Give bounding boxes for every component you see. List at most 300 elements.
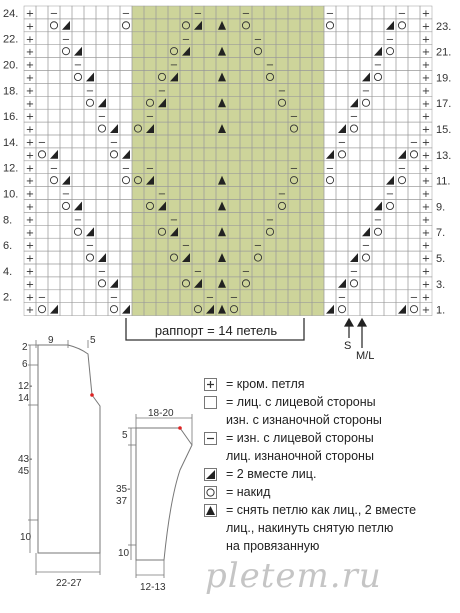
chart-cell (108, 303, 120, 316)
chart-cell (72, 19, 84, 32)
row-label-even: 16. (3, 111, 19, 124)
edge-stitch-symbol: + (25, 111, 35, 123)
chart-cell (348, 161, 360, 174)
edge-stitch-symbol: + (421, 201, 431, 213)
chart-cell (396, 212, 408, 225)
purl-symbol: − (289, 163, 299, 175)
chart-cell (372, 19, 384, 32)
purl-symbol: − (145, 163, 155, 175)
row-label-odd: 15. (436, 124, 452, 136)
legend-item (204, 538, 454, 554)
edge-stitch-symbol: + (25, 214, 35, 226)
purl-symbol: − (73, 214, 83, 226)
chart-cell (372, 290, 384, 303)
row-label-odd: 11. (436, 175, 451, 188)
chart-cell (96, 148, 108, 161)
row-label-even: 6. (3, 240, 13, 253)
chart-cell (84, 148, 96, 161)
chart-cell (396, 187, 408, 200)
legend-text: изн. с изнаночной стороны (226, 413, 382, 427)
chart-cell (48, 290, 60, 303)
row-label-odd: 21. (436, 46, 452, 59)
chart-cell (372, 148, 384, 161)
chart-cell (60, 19, 72, 32)
chart-cell (96, 135, 108, 148)
size-s-label: S (344, 340, 352, 352)
chart-cell (36, 71, 48, 84)
chart-cell (384, 83, 396, 96)
chart-cell (108, 212, 120, 225)
chart-cell (60, 58, 72, 71)
chart-cell (360, 45, 372, 58)
chart-cell (324, 45, 336, 58)
chart-cell (96, 187, 108, 200)
chart-cell (324, 290, 336, 303)
chart-cell (396, 290, 408, 303)
chart-cell (72, 83, 84, 96)
k2tog-symbol (362, 227, 370, 236)
purl-symbol: − (97, 111, 107, 123)
legend-text: на провязанную (226, 539, 320, 553)
yarn-over-symbol (362, 254, 369, 261)
yarn-over-symbol (326, 177, 333, 184)
chart-cell (372, 71, 384, 84)
chart-cell (36, 200, 48, 213)
chart-cell (348, 32, 360, 45)
chart-cell (108, 264, 120, 277)
purl-symbol: − (337, 292, 347, 304)
chart-cell (384, 290, 396, 303)
yarn-over-symbol (122, 177, 129, 184)
purl-symbol: − (169, 214, 179, 226)
chart-cell (360, 187, 372, 200)
chart-cell (120, 264, 132, 277)
chart-cell (408, 161, 420, 174)
yarn-over-symbol (62, 202, 69, 209)
edge-stitch-symbol: + (25, 227, 35, 239)
k2tog-symbol (386, 176, 394, 185)
row-label-even: 20. (3, 59, 19, 72)
edge-stitch-symbol: + (25, 98, 35, 110)
chart-cell (336, 264, 348, 277)
chart-cell (348, 83, 360, 96)
chart-cell (120, 290, 132, 303)
purl-symbol: − (409, 292, 419, 304)
chart-cell (372, 277, 384, 290)
chart-cell (120, 187, 132, 200)
chart-cell (120, 135, 132, 148)
chart-cell (396, 148, 408, 161)
chart-cell (408, 251, 420, 264)
chart-cell (384, 71, 396, 84)
chart-cell (72, 303, 84, 316)
chart-cell (324, 83, 336, 96)
chart-cell (36, 225, 48, 238)
chart-cell (48, 135, 60, 148)
chart-cell (72, 225, 84, 238)
k2tog-symbol (50, 305, 58, 314)
chart-cell (108, 148, 120, 161)
chart-cell (36, 109, 48, 122)
purl-symbol: − (385, 189, 395, 201)
chart-cell (60, 161, 72, 174)
row-label-even: 2. (3, 291, 13, 304)
plus-box-icon (204, 378, 217, 391)
chart-cell (384, 58, 396, 71)
legend-item (204, 502, 454, 518)
chart-cell (336, 251, 348, 264)
purl-symbol: − (337, 137, 347, 149)
chart-cell (324, 32, 336, 45)
edge-stitch-symbol: + (421, 279, 431, 291)
chart-cell (84, 71, 96, 84)
chart-cell (60, 109, 72, 122)
yarn-over-symbol (398, 22, 405, 29)
row-label-even: 14. (3, 136, 19, 149)
chart-cell (48, 148, 60, 161)
k2tog-symbol (86, 73, 94, 82)
chart-cell (360, 251, 372, 264)
chart-cell (108, 200, 120, 213)
edge-stitch-symbol: + (25, 176, 35, 188)
chart-cell (96, 238, 108, 251)
k2tog-symbol (386, 21, 394, 30)
edge-stitch-symbol: + (25, 85, 35, 97)
edge-stitch-symbol: + (421, 47, 431, 59)
chart-cell (384, 251, 396, 264)
chart-cell (372, 96, 384, 109)
front-armhole-l2: 14 (18, 393, 30, 404)
chart-cell (84, 251, 96, 264)
chart-cell (324, 148, 336, 161)
chart-cell (336, 83, 348, 96)
chart-cell (108, 32, 120, 45)
yarn-over-symbol (50, 177, 57, 184)
purl-symbol: − (277, 189, 287, 201)
edge-stitch-symbol: + (421, 60, 431, 72)
k2tog-symbol (98, 253, 106, 262)
chart-cell (48, 264, 60, 277)
yarn-over-symbol (374, 228, 381, 235)
chart-cell (120, 225, 132, 238)
yarn-over-symbol (98, 280, 105, 287)
chart-cell (324, 225, 336, 238)
edge-stitch-symbol: + (25, 266, 35, 278)
chart-cell (372, 251, 384, 264)
chart-cell (108, 58, 120, 71)
chart-cell (336, 303, 348, 316)
chart-cell (396, 238, 408, 251)
chart-cell (336, 187, 348, 200)
yarn-over-symbol (110, 151, 117, 158)
edge-stitch-symbol: + (421, 266, 431, 278)
purl-symbol: − (229, 292, 239, 304)
edge-stitch-symbol: + (421, 21, 431, 33)
edge-stitch-symbol: + (421, 227, 431, 239)
chart-cell (360, 122, 372, 135)
chart-cell (72, 290, 84, 303)
legend (204, 376, 454, 556)
chart-cell (372, 161, 384, 174)
chart-cell (60, 264, 72, 277)
row-label-odd: 5. (436, 253, 446, 265)
chart-cell (384, 6, 396, 19)
purl-symbol: − (385, 34, 395, 46)
yarn-over-symbol (386, 48, 393, 55)
edge-stitch-symbol: + (421, 189, 431, 201)
chart-cell (72, 135, 84, 148)
purl-symbol: − (409, 137, 419, 149)
chart-cell (48, 45, 60, 58)
purl-symbol: − (121, 8, 131, 20)
row-label-even: 8. (3, 214, 13, 227)
chart-cell (348, 303, 360, 316)
chart-cell (348, 58, 360, 71)
chart-cell (324, 251, 336, 264)
legend-text: лиц. изнаночной стороны (226, 449, 374, 463)
chart-cell (120, 200, 132, 213)
chart-cell (36, 251, 48, 264)
chart-cell (72, 251, 84, 264)
chart-cell (96, 212, 108, 225)
empty-box-icon (204, 396, 217, 409)
edge-stitch-symbol: + (25, 34, 35, 46)
chart-cell (48, 212, 60, 225)
yarn-over-symbol (110, 306, 117, 313)
chart-cell (384, 122, 396, 135)
chart-cell (348, 45, 360, 58)
chart-cell (48, 32, 60, 45)
chart-cell (384, 96, 396, 109)
chart-cell (120, 251, 132, 264)
chart-cell (408, 212, 420, 225)
chart-cell (84, 161, 96, 174)
chart-cell (408, 58, 420, 71)
edge-stitch-symbol: + (421, 34, 431, 46)
chart-cell (396, 83, 408, 96)
chart-cell (372, 6, 384, 19)
front-rib: 10 (20, 532, 32, 543)
chart-cell (48, 225, 60, 238)
chart-cell (120, 148, 132, 161)
purl-symbol: − (85, 240, 95, 252)
edge-stitch-symbol: + (421, 163, 431, 175)
legend-item (204, 412, 454, 428)
chart-cell (120, 277, 132, 290)
purl-symbol: − (241, 8, 251, 20)
chart-cell (72, 174, 84, 187)
size-ml-label: M/L (356, 350, 375, 362)
chart-cell (324, 122, 336, 135)
chart-cell (72, 96, 84, 109)
edge-stitch-symbol: + (421, 150, 431, 162)
chart-cell (60, 174, 72, 187)
chart-cell (60, 277, 72, 290)
chart-cell (48, 58, 60, 71)
yarn-over-symbol (98, 125, 105, 132)
edge-stitch-symbol: + (25, 163, 35, 175)
purl-symbol: − (157, 189, 167, 201)
edge-stitch-symbol: + (25, 189, 35, 201)
chart-cell (96, 19, 108, 32)
chart-cell (48, 19, 60, 32)
chart-cell (336, 6, 348, 19)
yarn-over-symbol (398, 177, 405, 184)
legend-item (204, 520, 454, 536)
chart-cell (336, 161, 348, 174)
chart-cell (384, 135, 396, 148)
chart-cell (60, 83, 72, 96)
purl-symbol: − (157, 85, 167, 97)
yarn-over-symbol (74, 73, 81, 80)
edge-stitch-symbol: + (25, 240, 35, 252)
chart-cell (360, 6, 372, 19)
chart-cell (36, 19, 48, 32)
chart-cell (372, 109, 384, 122)
stitch-chart (24, 6, 432, 316)
edge-stitch-symbol: + (25, 279, 35, 291)
chart-cell (336, 212, 348, 225)
chart-cell (360, 19, 372, 32)
chart-cell (348, 71, 360, 84)
chart-cell (72, 161, 84, 174)
legend-item (204, 484, 454, 500)
chart-cell (348, 135, 360, 148)
purl-symbol: − (61, 34, 71, 46)
front-neck-width: 9 (48, 335, 54, 346)
purl-symbol: − (193, 266, 203, 278)
chart-cell (360, 148, 372, 161)
legend-text: лиц., накинуть снятую петлю (226, 521, 394, 535)
chart-cell (60, 238, 72, 251)
chart-cell (384, 174, 396, 187)
chart-cell (108, 238, 120, 251)
chart-cell (396, 251, 408, 264)
chart-cell (96, 174, 108, 187)
chart-cell (120, 238, 132, 251)
chart-cell (84, 6, 96, 19)
chart-cell (48, 277, 60, 290)
purl-symbol: − (49, 163, 59, 175)
yarn-over-symbol (86, 254, 93, 261)
front-bottom-width: 22-27 (56, 578, 82, 589)
yarn-over-symbol (362, 99, 369, 106)
chart-cell (36, 45, 48, 58)
chart-cell (84, 290, 96, 303)
chart-cell (84, 212, 96, 225)
chart-cell (360, 290, 372, 303)
legend-text: = кром. петля (226, 377, 305, 391)
chart-cell (396, 264, 408, 277)
chart-cell (60, 71, 72, 84)
chart-cell (384, 264, 396, 277)
chart-cell (96, 251, 108, 264)
chart-cell (360, 303, 372, 316)
chart-cell (120, 58, 132, 71)
chart-cell (108, 6, 120, 19)
chart-cell (396, 58, 408, 71)
chart-cell (324, 19, 336, 32)
purl-symbol: − (397, 163, 407, 175)
chart-cell (60, 225, 72, 238)
chart-cell (120, 174, 132, 187)
yarn-over-symbol (326, 22, 333, 29)
chart-cell (108, 174, 120, 187)
purl-symbol: − (373, 214, 383, 226)
chart-cell (408, 174, 420, 187)
purl-symbol: − (193, 8, 203, 20)
row-label-odd: 1. (436, 304, 446, 317)
chart-cell (396, 122, 408, 135)
chart-cell (372, 238, 384, 251)
repeat-label: раппорт = 14 петель (154, 323, 278, 338)
chart-cell (396, 19, 408, 32)
chart-cell (72, 122, 84, 135)
purl-symbol: − (205, 292, 215, 304)
chart-cell (408, 303, 420, 316)
edge-stitch-symbol: + (421, 72, 431, 84)
chart-cell (348, 122, 360, 135)
purl-symbol: − (109, 137, 119, 149)
chart-cell (324, 187, 336, 200)
chart-cell (96, 32, 108, 45)
tri-box-icon (204, 468, 217, 481)
chart-cell (96, 58, 108, 71)
sleeve-schematic (128, 414, 192, 578)
chart-cell (120, 71, 132, 84)
purl-symbol: − (37, 137, 47, 149)
edge-stitch-symbol: + (421, 214, 431, 226)
chart-cell (120, 96, 132, 109)
chart-cell (384, 200, 396, 213)
chart-cell (324, 71, 336, 84)
chart-cell (36, 83, 48, 96)
row-label-even: 10. (3, 188, 19, 201)
row-label-odd: 3. (436, 278, 446, 291)
chart-cell (84, 200, 96, 213)
chart-cell (372, 225, 384, 238)
edge-stitch-symbol: + (25, 201, 35, 213)
k2tog-symbol (74, 47, 82, 56)
solid-box-icon (204, 504, 217, 517)
row-label-even: 4. (3, 265, 13, 278)
yarn-over-symbol (410, 151, 417, 158)
chart-cell (36, 6, 48, 19)
chart-cell (108, 277, 120, 290)
chart-cell (408, 264, 420, 277)
purl-symbol: − (181, 240, 191, 252)
chart-cell (48, 96, 60, 109)
chart-cell (360, 264, 372, 277)
chart-cell (108, 109, 120, 122)
chart-cell (384, 19, 396, 32)
chart-cell (60, 122, 72, 135)
edge-stitch-symbol: + (421, 85, 431, 97)
chart-cell (120, 83, 132, 96)
edge-stitch-symbol: + (421, 137, 431, 149)
chart-cell (120, 212, 132, 225)
chart-cell (36, 187, 48, 200)
k2tog-symbol (110, 124, 118, 133)
chart-cell (360, 109, 372, 122)
purl-symbol: − (325, 8, 335, 20)
chart-cell (324, 135, 336, 148)
chart-cell (84, 96, 96, 109)
chart-cell (108, 251, 120, 264)
purl-symbol: − (361, 85, 371, 97)
chart-cell (36, 58, 48, 71)
chart-cell (84, 135, 96, 148)
